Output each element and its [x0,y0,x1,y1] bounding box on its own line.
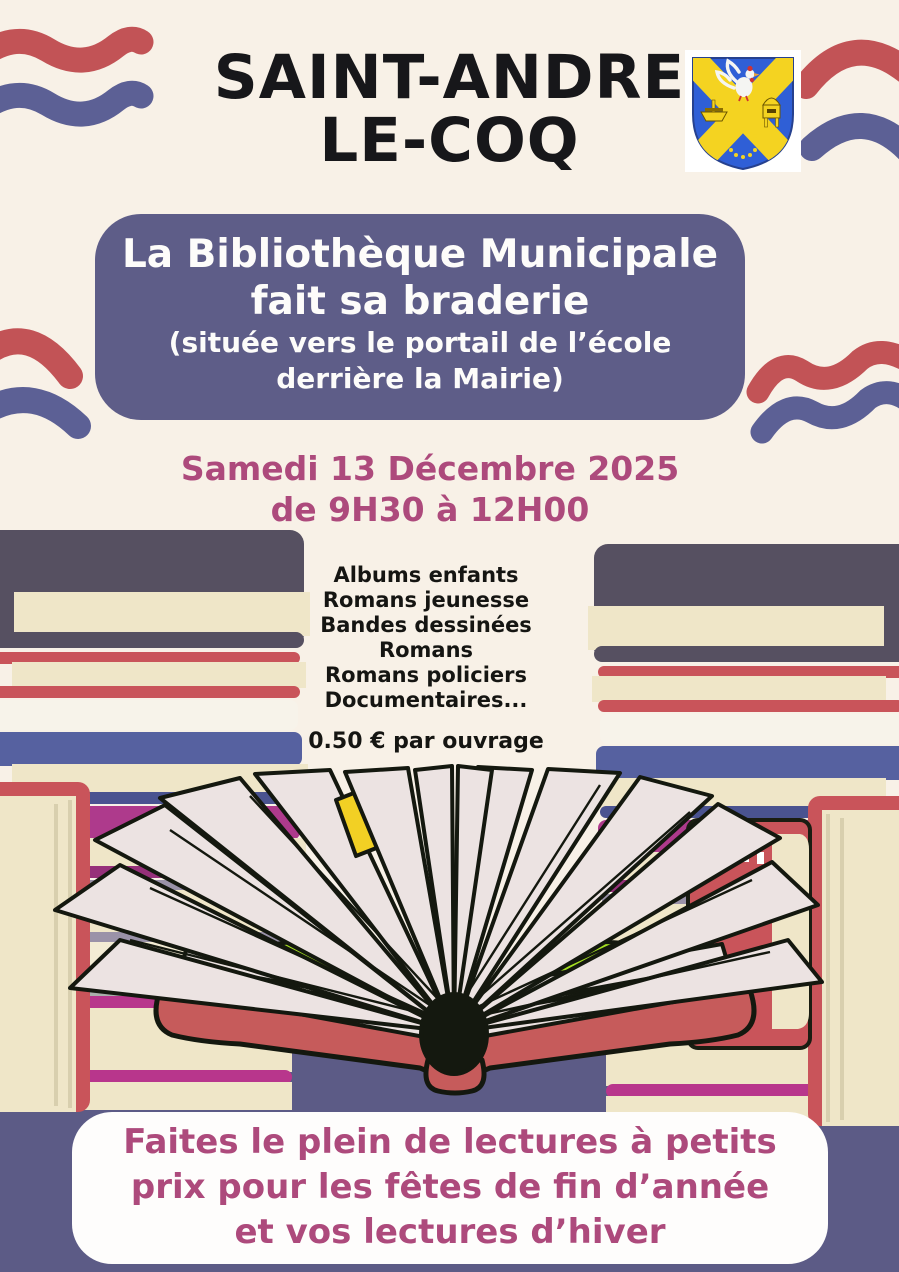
category-item: Documentaires... [324,688,528,712]
event-banner [95,214,745,420]
banner-heading-1: La Bibliothèque Municipale [121,232,719,277]
footer-line-1: Faites le plein de lectures à petits [123,1122,777,1162]
wave-mid-right [758,352,899,432]
date-line-2: de 9H30 à 12H00 [270,490,590,529]
price-line: 0.50 € par ouvrage [308,729,544,754]
footer-line-2: prix pour les fêtes de fin d’année [130,1167,770,1207]
coat-of-arms-icon [685,50,801,172]
wave-mid-left [0,341,78,426]
title-line-1: SAINT-ANDRE [213,42,686,113]
category-item: Bandes dessinées [320,613,532,637]
category-item: Romans policiers [324,663,527,687]
date-line-1: Samedi 13 Décembre 2025 [180,449,680,488]
footer-message [72,1112,828,1264]
event-date [0,448,860,530]
footer-line-3: et vos lectures d’hiver [234,1212,666,1252]
category-item: Romans jeunesse [322,588,530,612]
category-item: Romans [378,638,474,662]
title-line-2: LE-COQ [319,105,580,177]
book-spine-center [421,994,487,1074]
standing-book-left [0,782,90,1112]
banner-heading-2: fait sa braderie [250,279,590,324]
banner-sub-2: derrière la Mairie) [276,362,564,395]
category-item: Albums enfants [333,563,519,587]
banner-sub-1: (située vers le portail de l’école [168,326,672,359]
